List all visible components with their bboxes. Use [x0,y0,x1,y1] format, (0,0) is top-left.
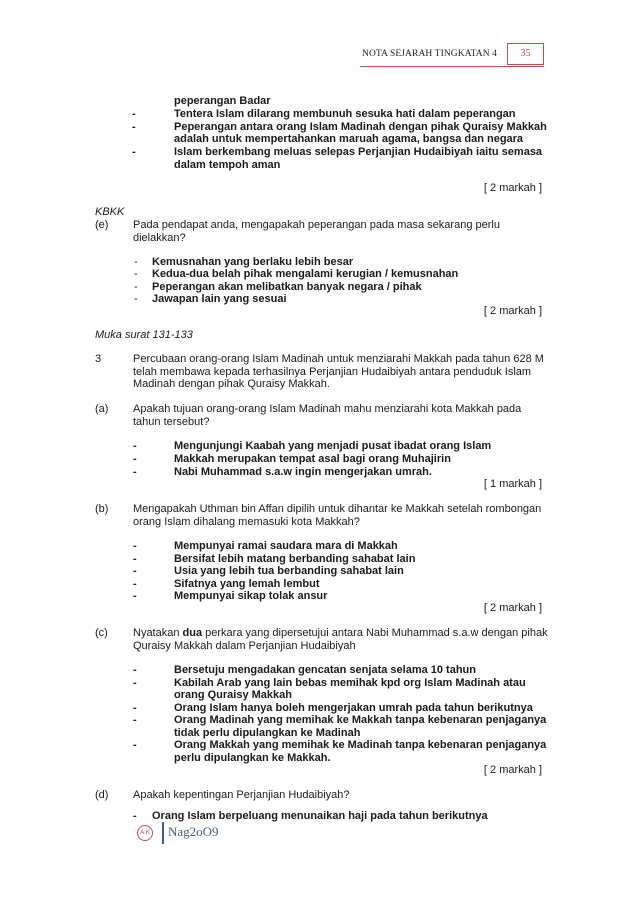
marks-label: [ 1 markah ] [483,478,542,490]
question-text: Percubaan orang-orang Islam Madinah untuk menziarahi Makkah pada tahun 628 M [133,353,544,365]
answer-line: Peperangan antara orang Islam Madinah dengan pihak Quraisy Makkah [174,121,547,133]
dash-icon: - [133,810,137,822]
answer-line: Mempunyai sikap tolak ansur [174,590,328,602]
header-divider [360,66,544,67]
answer-line: Bersifat lebih matang berbanding sahabat lain [174,553,416,565]
dash-icon: - [132,146,136,158]
answer-line: Orang Makkah yang memihak ke Madinah tanpa kebenaran penjaganya [174,739,547,751]
answer-line: Peperangan akan melibatkan banyak negara / pihak [152,281,422,293]
answer-line: orang Quraisy Makkah [174,689,292,701]
answer-line: Kedua-dua belah pihak mengalami kerugian / kemusnahan [152,268,459,280]
question-label: (b) [95,503,109,515]
footer-text: Nag2oO9 [168,824,219,839]
dash-icon: - [134,268,138,280]
dash-icon: - [134,293,138,305]
question-text: Apakah kepentingan Perjanjian Hudaibiyah? [133,789,350,801]
dash-icon: - [133,565,137,577]
question-text: Mengapakah Uthman bin Affan dipilih untuk dihantar ke Makkah setelah rombongan [133,503,542,515]
answer-line: adalah untuk mempertahankan maruah agama, bangsa dan negara [174,133,524,145]
answer-line: Kabilah Arab yang lain bebas memihak kpd org Islam Madinah atau [174,677,526,689]
answer-line: Mempunyai ramai saudara mara di Makkah [174,540,398,552]
question-text: Madinah dengan pihak Quraisy Makkah. [133,378,330,390]
question-text: orang Islam dihalang memasuki kota Makkah? [133,516,360,528]
dash-icon: - [134,256,138,268]
dash-icon: - [133,453,137,465]
answer-line: Kemusnahan yang berlaku lebih besar [152,256,354,268]
question-text-post: perkara yang dipersetujui antara Nabi Muhammad s.a.w dengan pihak [202,627,548,639]
answer-line: peperangan Badar [174,95,271,107]
answer-line: Orang Islam hanya boleh mengerjakan umrah pada tahun berikutnya [174,702,533,714]
dash-icon: - [133,466,137,478]
question-text-emphasis: dua [182,627,203,639]
answer-line: Mengunjungi Kaabah yang menjadi pusat ibadat orang Islam [174,440,492,452]
answer-line: Nabi Muhammad s.a.w ingin mengerjakan umrah. [174,466,432,478]
question-text: Pada pendapat anda, mengapakah peperangan pada masa sekarang perlu [133,219,500,231]
dash-icon: - [133,553,137,565]
question-text: Apakah tujuan orang-orang Islam Madinah mahu menziarahi kota Makkah pada [133,403,522,415]
answer-line: Tentera Islam dilarang membunuh sesuka hati dalam peperangan [174,108,516,120]
dash-icon: - [133,440,137,452]
logo-icon: A.K [137,825,153,841]
question-label: (d) [95,789,109,801]
dash-icon: - [133,714,137,726]
footer-divider [162,822,164,844]
header-title: NOTA SEJARAH TINGKATAN 4 [362,49,498,59]
answer-line: dalam tempoh aman [174,159,281,171]
answer-line: Sifatnya yang lemah lembut [174,578,320,590]
question-text: dielakkan? [133,232,186,244]
question-text: Quraisy Makkah dalam Perjanjian Hudaibiyah [133,640,356,652]
dash-icon: - [133,578,137,590]
question-text-pre: Nyatakan [133,627,183,639]
answer-line: perlu dipulangkan ke Makkah. [174,752,331,764]
marks-label: [ 2 markah ] [483,602,542,614]
dash-icon: - [133,590,137,602]
dash-icon: - [133,702,137,714]
marks-label: [ 2 markah ] [483,305,542,317]
answer-line: Jawapan lain yang sesuai [152,293,287,305]
dash-icon: - [133,677,137,689]
answer-line: Usia yang lebih tua berbanding sahabat lain [174,565,404,577]
page-number: 35 [507,43,544,65]
dash-icon: - [134,281,138,293]
question-text: telah membawa kepada terhasilnya Perjanjian Hudaibiyah antara penduduk Islam [133,366,532,378]
dash-icon: - [133,664,137,676]
marks-label: [ 2 markah ] [483,182,542,194]
answer-line: tidak perlu dipulangkan ke Madinah [174,727,361,739]
answer-line: Orang Madinah yang memihak ke Makkah tanpa kebenaran penjaganya [174,714,547,726]
dash-icon: - [133,540,137,552]
question-label: (a) [95,403,109,415]
dash-icon: - [132,108,136,120]
question-text: tahun tersebut? [133,416,210,428]
answer-line: Bersetuju mengadakan gencatan senjata selama 10 tahun [174,664,477,676]
page-reference: Muka surat 131-133 [95,329,193,341]
dash-icon: - [133,739,137,751]
question-label: (e) [95,219,109,231]
question-text [133,627,548,639]
dash-icon: - [132,121,136,133]
kbkk-tag: KBKK [95,206,125,218]
answer-line: Islam berkembang meluas selepas Perjanjian Hudaibiyah iaitu semasa [174,146,543,158]
question-label: (c) [95,627,108,639]
marks-label: [ 2 markah ] [483,764,542,776]
answer-line: Orang Islam berpeluang menunaikan haji pada tahun berikutnya [152,810,488,822]
answer-line: Makkah merupakan tempat asal bagi orang Muhajirin [174,453,451,465]
question-number: 3 [95,353,102,365]
